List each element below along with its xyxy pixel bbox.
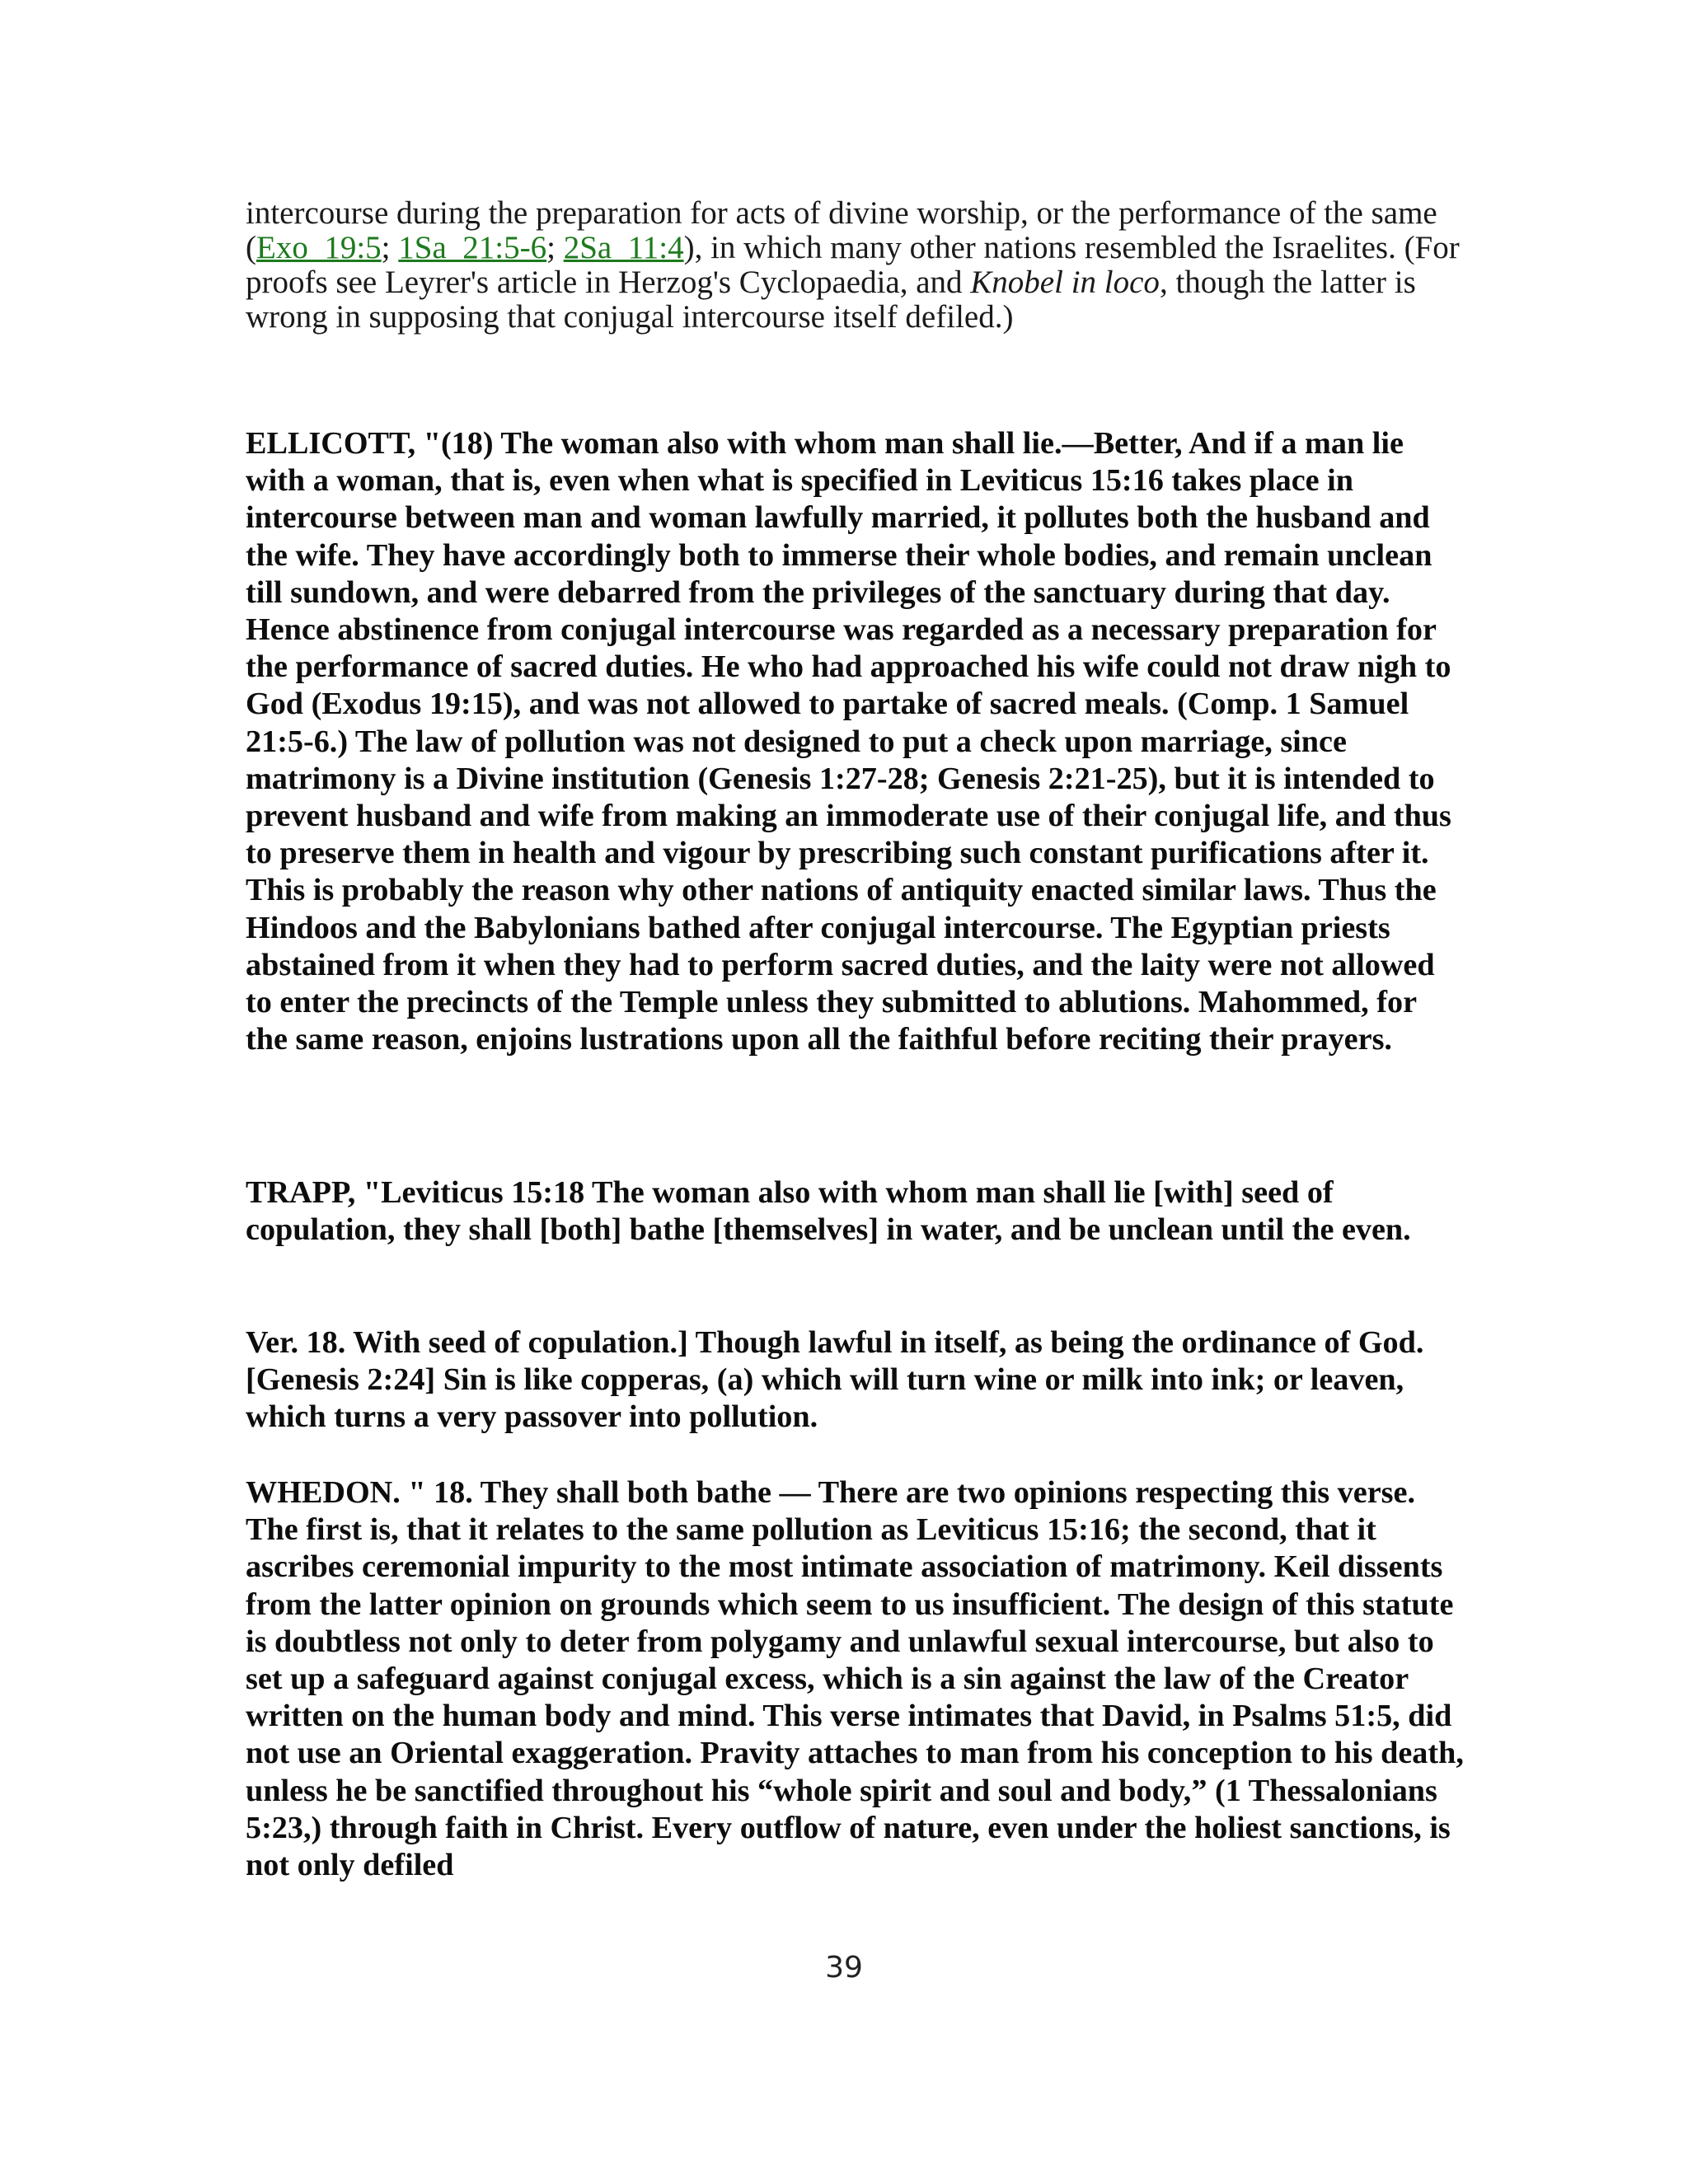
intro-italic-citation: Knobel in loco — [970, 265, 1160, 300]
page-number: 39 — [825, 1951, 863, 1985]
ellicott-commentary: ELLICOTT, "(18) The woman also with whom man shall lie.—Better, And if a man lie with a woman, that is, even when what is specified in Leviticus 15:16 takes place in intercourse between man and woman lawfully married, it pollutes both the husband and the wife. They have accordingly both to immerse their whole bodies, and remain unclean till sundown, and were debarred from the privileges of the sanctuary during that day. Hence abstinence from conjugal intercourse was regarded as a necessary preparation for the performance of sacred duties. He who had approached his wife could not draw nigh to God (Exodus 19:15), and was not allowed to partake of sacred meals. (Comp. 1 Samuel 21:5-6.) The law of pollution was not designed to put a check upon marriage, since matrimony is a Divine institution (Genesis 1:27-28; Genesis 2:21-25), but it is intended to prevent husband and wife from making an immoderate use of their conjugal life, and thus to preserve them in health and vigour by prescribing such constant purifications after it. This is probably the reason why other nations of antiquity enacted similar laws. Thus the Hindoos and the Babylonians bathed after conjugal intercourse. The Egyptian priests abstained from it when they had to perform sacred duties, and the laity were not allowed to enter the precincts of the Temple unless they submitted to ablutions. Mahommed, for the same reason, enjoins lustrations upon all the faithful before reciting their prayers. — [246, 426, 1451, 1057]
intro-text-1: intercourse during the preparation for acts of divine worship, or the performance of the same ( — [246, 195, 1437, 265]
intro-separator-1: ; — [381, 230, 399, 265]
scripture-link-exo-19-5[interactable]: Exo_19:5 — [256, 230, 382, 265]
whedon-commentary: WHEDON. " 18. They shall both bathe — There are two opinions respecting this verse. The first is, that it relates to the same pollution as Leviticus 15:16; the second, that it ascribes ceremonial impurity to the most intimate association of matrimony. Keil dissents from the latter opinion on grounds which seem to us insufficient. The design of this statute is doubtless not only to deter from polygamy and unlawful sexual intercourse, but also to set up a safeguard against conjugal excess, which is a sin against the law of the Creator written on the human body and mind. This verse intimates that David, in Psalms 51:5, did not use an Oriental exaggeration. Pravity attaches to man from his conception to his death, unless he be sanctified throughout his “whole spirit and soul and body,” (1 Thessalonians 5:23,) through faith in Christ. Every outflow of nature, even under the holiest sanctions, is not only defiled — [246, 1475, 1464, 1883]
scripture-link-1sa-21-5-6[interactable]: 1Sa_21:5-6 — [398, 230, 547, 265]
intro-paragraph — [246, 196, 1465, 335]
intro-text-3: , though the latter is wrong in supposing that conjugal intercourse itself defiled.) — [246, 265, 1416, 335]
scripture-link-2sa-11-4[interactable]: 2Sa_11:4 — [563, 230, 684, 265]
intro-text-2: ), in which many other nations resembled the Israelites. (For proofs see Leyrer's article in Herzog's Cyclopaedia, and — [246, 230, 1460, 300]
intro-separator-2: ; — [546, 230, 564, 265]
verse-18-note: Ver. 18. With seed of copulation.] Though lawful in itself, as being the ordinance of God. [Genesis 2:24] Sin is like copperas, (a) which will turn wine or milk into ink; or leaven, which turns a very passover into pollution. — [246, 1325, 1424, 1435]
trapp-commentary: TRAPP, "Leviticus 15:18 The woman also with whom man shall lie [with] seed of copulation, they shall [both] bathe [themselves] in water, and be unclean until the even. — [246, 1175, 1411, 1248]
